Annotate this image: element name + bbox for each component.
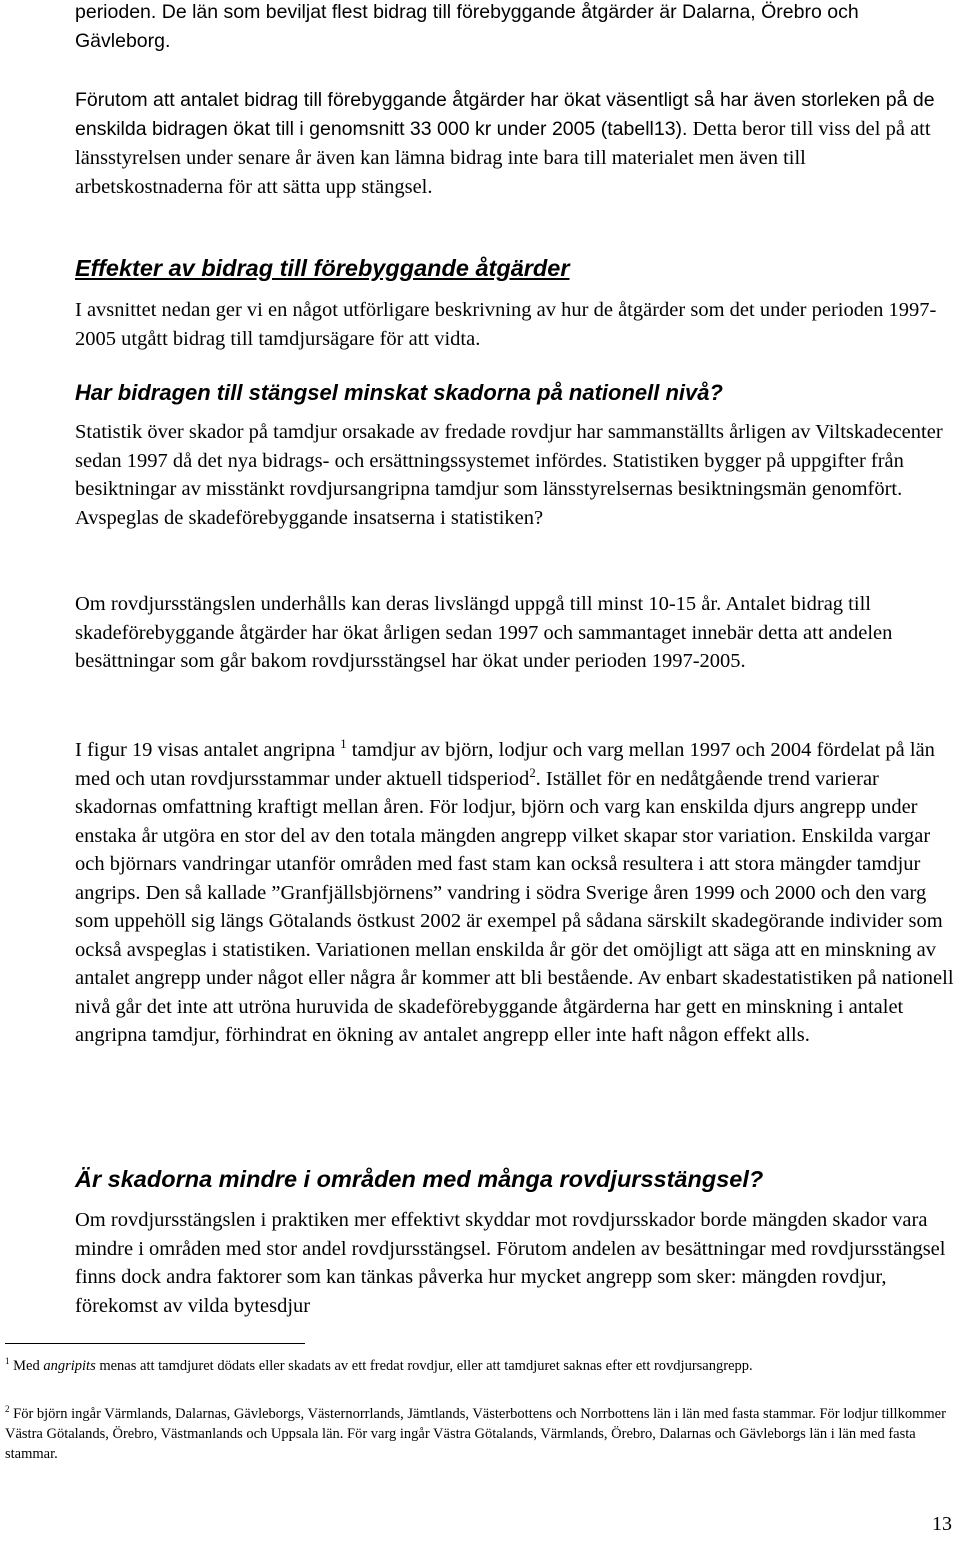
footnote-ref-1: 1 [340, 737, 347, 752]
paragraph-grant-size-sans: Förutom att antalet bidrag till förebyggande åtgärder har ökat väsentligt så har även storleken på de enskilda bidragen ökat till i genomsnitt 33 000 kr under 2005 (tabell13). [75, 89, 935, 140]
footnote-1-term: angripits [43, 1358, 96, 1374]
footnote-2-number: 2 [5, 1404, 10, 1415]
paragraph-figure-19: I figur 19 visas antalet angripna $^1$ tamdjur av björn, lodjur och varg mellan 1997 och 2004 fördelat på län med och utan rovdjursstammar under aktuell tidsperiod$^2$. Istället för en nedåtgående trend varierar skadornas omfattning kraftigt mellan åren. För lodjur, björn och varg kan enskilda djurs angrepp under enstaka år utgöra en stor del av den totala mängden angrepp vilket skapar stor variation. Enskilda vargar och björnars vandringar utanför områden med fast stam kan också resultera i att stora mängder tamdjur angrips. Den så kallade ”Granfjällsbjörnens” vandring i södra Sverige åren 1999 och 2000 och den varg som uppehöll sig längs Götalands östkust 2002 är exempel på sådana särskilt skadegörande individer som också avspeglas i statistiken. Variationen mellan enskilda år gör det omöjligt att säga att en minskning av antalet angrepp under något eller några år kommer att bli bestående. Av enbart skadestatistiken på nationell nivå går det inte att utröna huruvida de skadeförebyggande åtgärderna har gett en minskning i antalet angripna tamdjur, förhindrat en ökning av antalet angrepp eller inte haft någon effekt alls. [75, 737, 954, 1046]
footnote-divider [5, 1343, 305, 1344]
paragraph-counties: perioden. De län som beviljat flest bidrag till förebyggande åtgärder är Dalarna, Örebro och Gävleborg. [75, 1, 859, 52]
footnote-1: $^1$ Med angripits menas att tamdjuret dödats eller skadats av ett fredat rovdjur, eller att tamdjuret saknas efter ett rovdjursangrepp. [5, 1356, 753, 1374]
footnote-2: $^2$ För björn ingår Värmlands, Dalarnas, Gävleborgs, Västernorrlands, Jämtlands, Västerbottens och Norrbottens län i län med fasta stammar. För lodjur tillkommer Västra Götalands, Örebro, Västmanlands och Uppsala län. För varg ingår Västra Götalands, Värmlands, Örebro, Dalarnas och Gävleborgs län i län med fasta stammar. [5, 1404, 946, 1462]
paragraph-fence-effectiveness: Om rovdjursstängslen i praktiken mer effektivt skyddar mot rovdjursskador borde mängden skador vara mindre i områden med stor andel rovdjursstängsel. Förutom andelen av besättningar med rovdjursstängsel finns dock andra faktorer som kan tänkas påverka hur mycket angrepp som sker: mängden rovdjur, förekomst av vilda bytesdjur [75, 1209, 946, 1317]
paragraph-statistics: Statistik över skador på tamdjur orsakade av fredade rovdjur har sammanställts årligen av Viltskadecenter sedan 1997 då det nya bidrags- och ersättningssystemet infördes. Statistiken bygger på uppgifter från besiktningar av misstänkt rovdjursangripna tamdjur som länsstyrelsernas besiktningsmän genomfört. Avspeglas de skadeförebyggande insatserna i statistiken? [75, 421, 943, 529]
paragraph-section-intro: I avsnittet nedan ger vi en något utförligare beskrivning av hur de åtgärder som det under perioden 1997-2005 utgått bidrag till tamdjursägare för att vidta. [75, 299, 937, 350]
footnote-ref-2: 2 [529, 765, 536, 780]
subheading-many-fences: Är skadorna mindre i områden med många rovdjursstängsel? [75, 1166, 764, 1192]
page-number: 13 [932, 1513, 952, 1535]
subheading-national-level: Har bidragen till stängsel minskat skadorna på nationell nivå? [75, 380, 723, 405]
section-heading-effects: Effekter av bidrag till förebyggande åtgärder [75, 255, 570, 281]
paragraph-grant-size [75, 86, 957, 201]
footnote-1-number: 1 [5, 1356, 10, 1367]
paragraph-fence-lifetime: Om rovdjursstängslen underhålls kan deras livslängd uppgå till minst 10-15 år. Antalet bidrag till skadeförebyggande åtgärder har ökat årligen sedan 1997 och sammantaget innebär detta att andelen besättningar som går bakom rovdjursstängsel har ökat under perioden 1997-2005. [75, 593, 893, 672]
paragraph-grant-size-serif: Detta beror till viss del på att länsstyrelsen under senare år även kan lämna bidrag inte bara till materialet men även till arbetskostnaderna för att sätta upp stängsel. [75, 118, 931, 198]
